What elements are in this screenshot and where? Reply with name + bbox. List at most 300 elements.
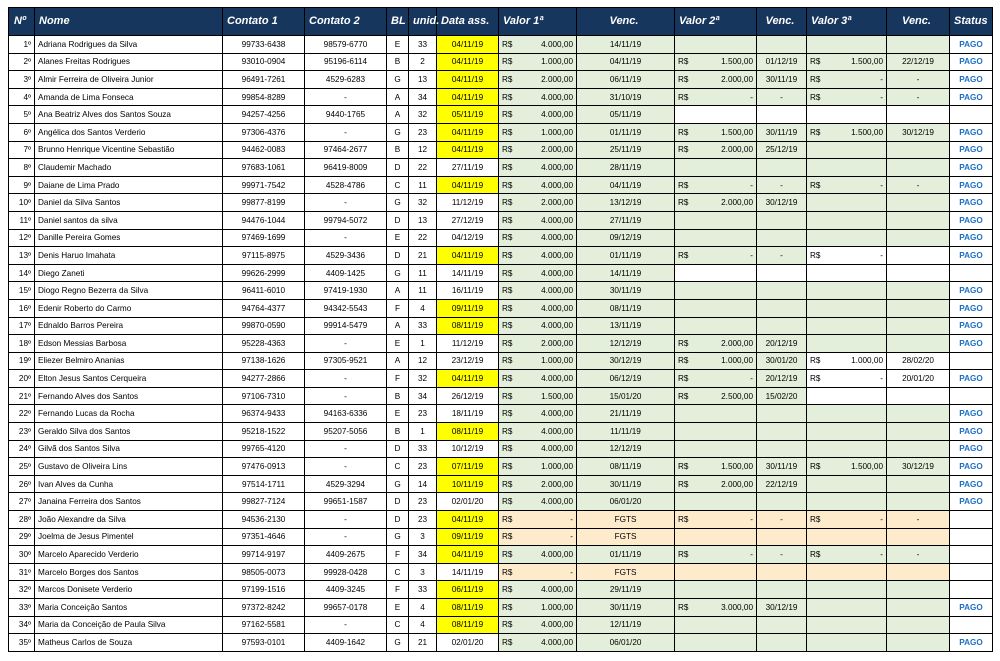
cell-valor3[interactable] [807, 71, 887, 89]
cell-valor1[interactable] [499, 511, 577, 529]
cell-contato2[interactable]: - [305, 616, 387, 634]
cell-status[interactable]: PAGO [950, 194, 993, 212]
header-num[interactable]: Nº [9, 8, 35, 36]
cell-bl[interactable]: C [387, 563, 409, 581]
cell-venc1[interactable]: 06/12/19 [577, 370, 675, 388]
cell-valor1[interactable] [499, 370, 577, 388]
cell-num[interactable]: 9º [9, 176, 35, 194]
cell-contato2[interactable]: - [305, 528, 387, 546]
cell-data-ass[interactable]: 04/11/19 [437, 176, 499, 194]
cell-venc3[interactable] [887, 423, 950, 441]
cell-venc3[interactable] [887, 493, 950, 511]
cell-bl[interactable]: E [387, 229, 409, 247]
cell-num[interactable]: 34º [9, 616, 35, 634]
header-unid[interactable]: unid. [409, 8, 437, 36]
cell-valor2[interactable] [675, 36, 757, 54]
cell-venc2[interactable] [757, 440, 807, 458]
cell-valor2[interactable] [675, 229, 757, 247]
cell-unid[interactable]: 4 [409, 599, 437, 617]
cell-data-ass[interactable]: 08/11/19 [437, 599, 499, 617]
cell-valor3[interactable] [807, 36, 887, 54]
cell-valor3[interactable] [807, 176, 887, 194]
cell-contato2[interactable]: 4409-3245 [305, 581, 387, 599]
cell-venc1[interactable]: 05/11/19 [577, 106, 675, 124]
cell-valor1[interactable] [499, 405, 577, 423]
cell-venc1[interactable]: 06/01/20 [577, 634, 675, 652]
cell-num[interactable]: 31º [9, 563, 35, 581]
cell-num[interactable]: 29º [9, 528, 35, 546]
cell-venc2[interactable] [757, 405, 807, 423]
cell-valor3[interactable] [807, 475, 887, 493]
cell-num[interactable]: 35º [9, 634, 35, 652]
cell-bl[interactable]: A [387, 352, 409, 370]
cell-contato1[interactable]: 94257-4256 [223, 106, 305, 124]
cell-unid[interactable]: 33 [409, 581, 437, 599]
cell-valor3[interactable] [807, 335, 887, 353]
cell-contato1[interactable]: 97351-4646 [223, 528, 305, 546]
cell-nome[interactable]: Brunno Henrique Vicentine Sebastião [35, 141, 223, 159]
cell-data-ass[interactable]: 27/12/19 [437, 211, 499, 229]
cell-valor1[interactable] [499, 36, 577, 54]
cell-bl[interactable]: G [387, 194, 409, 212]
cell-venc3[interactable] [887, 581, 950, 599]
cell-venc3[interactable] [887, 405, 950, 423]
cell-valor2[interactable] [675, 71, 757, 89]
cell-data-ass[interactable]: 10/12/19 [437, 440, 499, 458]
cell-contato2[interactable]: 9440-1765 [305, 106, 387, 124]
cell-venc2[interactable] [757, 282, 807, 300]
cell-valor3[interactable] [807, 370, 887, 388]
cell-venc2[interactable]: - [757, 176, 807, 194]
cell-valor1[interactable] [499, 159, 577, 177]
cell-bl[interactable]: G [387, 264, 409, 282]
cell-bl[interactable]: A [387, 88, 409, 106]
cell-valor2[interactable] [675, 581, 757, 599]
cell-valor1[interactable] [499, 264, 577, 282]
cell-valor1[interactable] [499, 141, 577, 159]
cell-valor3[interactable] [807, 194, 887, 212]
cell-contato2[interactable]: - [305, 370, 387, 388]
cell-unid[interactable]: 11 [409, 264, 437, 282]
cell-valor3[interactable] [807, 387, 887, 405]
cell-status[interactable]: PAGO [950, 493, 993, 511]
cell-venc2[interactable]: - [757, 247, 807, 265]
cell-venc1[interactable]: 01/11/19 [577, 546, 675, 564]
cell-venc1[interactable]: 04/11/19 [577, 176, 675, 194]
cell-valor3[interactable] [807, 405, 887, 423]
header-contato2[interactable]: Contato 2 [305, 8, 387, 36]
cell-contato2[interactable]: 4409-2675 [305, 546, 387, 564]
cell-valor1[interactable] [499, 581, 577, 599]
cell-data-ass[interactable]: 14/11/19 [437, 563, 499, 581]
cell-nome[interactable]: Denis Haruo Imahata [35, 247, 223, 265]
cell-nome[interactable]: Elton Jesus Santos Cerqueira [35, 370, 223, 388]
cell-venc3[interactable] [887, 194, 950, 212]
cell-contato2[interactable]: - [305, 458, 387, 476]
cell-num[interactable]: 26º [9, 475, 35, 493]
cell-unid[interactable]: 32 [409, 370, 437, 388]
cell-unid[interactable]: 21 [409, 634, 437, 652]
cell-num[interactable]: 6º [9, 123, 35, 141]
cell-venc2[interactable] [757, 581, 807, 599]
cell-data-ass[interactable]: 04/11/19 [437, 71, 499, 89]
cell-num[interactable]: 11º [9, 211, 35, 229]
cell-bl[interactable]: G [387, 528, 409, 546]
cell-contato1[interactable]: 99827-7124 [223, 493, 305, 511]
cell-num[interactable]: 32º [9, 581, 35, 599]
cell-valor2[interactable] [675, 458, 757, 476]
cell-bl[interactable]: F [387, 546, 409, 564]
cell-contato2[interactable]: 99651-1587 [305, 493, 387, 511]
cell-unid[interactable]: 1 [409, 423, 437, 441]
cell-venc1[interactable]: 14/11/19 [577, 264, 675, 282]
header-venc1[interactable]: Venc. [577, 8, 675, 36]
cell-valor3[interactable] [807, 528, 887, 546]
cell-contato1[interactable]: 95218-1522 [223, 423, 305, 441]
cell-nome[interactable]: Maria da Conceição de Paula Silva [35, 616, 223, 634]
cell-valor1[interactable] [499, 229, 577, 247]
cell-venc1[interactable]: 01/11/19 [577, 247, 675, 265]
cell-venc3[interactable]: - [887, 88, 950, 106]
cell-venc3[interactable]: - [887, 511, 950, 529]
cell-valor2[interactable] [675, 387, 757, 405]
cell-num[interactable]: 30º [9, 546, 35, 564]
cell-venc3[interactable]: - [887, 71, 950, 89]
cell-bl[interactable]: D [387, 493, 409, 511]
cell-data-ass[interactable]: 09/11/19 [437, 299, 499, 317]
cell-status[interactable]: PAGO [950, 475, 993, 493]
cell-contato1[interactable]: 97476-0913 [223, 458, 305, 476]
cell-nome[interactable]: Janaina Ferreira dos Santos [35, 493, 223, 511]
cell-contato2[interactable]: 97305-9521 [305, 352, 387, 370]
cell-venc2[interactable] [757, 36, 807, 54]
cell-num[interactable]: 18º [9, 335, 35, 353]
cell-data-ass[interactable]: 04/11/19 [437, 141, 499, 159]
cell-nome[interactable]: Maria Conceição Santos [35, 599, 223, 617]
cell-valor1[interactable] [499, 299, 577, 317]
header-status[interactable]: Status [950, 8, 993, 36]
cell-contato1[interactable]: 97469-1699 [223, 229, 305, 247]
cell-venc2[interactable] [757, 106, 807, 124]
cell-unid[interactable]: 33 [409, 317, 437, 335]
cell-valor3[interactable] [807, 53, 887, 71]
cell-nome[interactable]: Fernando Lucas da Rocha [35, 405, 223, 423]
cell-valor2[interactable] [675, 264, 757, 282]
cell-data-ass[interactable]: 02/01/20 [437, 634, 499, 652]
cell-venc3[interactable] [887, 317, 950, 335]
cell-valor1[interactable] [499, 563, 577, 581]
cell-bl[interactable]: B [387, 141, 409, 159]
cell-data-ass[interactable]: 08/11/19 [437, 616, 499, 634]
cell-unid[interactable]: 34 [409, 387, 437, 405]
cell-valor3[interactable] [807, 88, 887, 106]
cell-valor3[interactable] [807, 511, 887, 529]
cell-valor1[interactable] [499, 335, 577, 353]
cell-valor2[interactable] [675, 335, 757, 353]
header-nome[interactable]: Nome [35, 8, 223, 36]
cell-num[interactable]: 1º [9, 36, 35, 54]
cell-contato1[interactable]: 94462-0083 [223, 141, 305, 159]
header-valor1[interactable]: Valor 1ª [499, 8, 577, 36]
cell-valor2[interactable] [675, 370, 757, 388]
cell-venc3[interactable] [887, 106, 950, 124]
cell-contato1[interactable]: 97199-1516 [223, 581, 305, 599]
cell-bl[interactable]: G [387, 71, 409, 89]
cell-contato2[interactable]: - [305, 88, 387, 106]
cell-contato2[interactable]: 94163-6336 [305, 405, 387, 423]
cell-status[interactable]: PAGO [950, 440, 993, 458]
cell-data-ass[interactable]: 08/11/19 [437, 423, 499, 441]
cell-venc2[interactable]: 20/12/19 [757, 370, 807, 388]
cell-contato1[interactable]: 97106-7310 [223, 387, 305, 405]
cell-valor2[interactable] [675, 141, 757, 159]
cell-venc1[interactable]: 11/11/19 [577, 423, 675, 441]
cell-num[interactable]: 20º [9, 370, 35, 388]
cell-valor2[interactable] [675, 247, 757, 265]
cell-contato2[interactable]: 4529-6283 [305, 71, 387, 89]
cell-contato1[interactable]: 99877-8199 [223, 194, 305, 212]
cell-contato2[interactable]: 99794-5072 [305, 211, 387, 229]
cell-data-ass[interactable]: 09/11/19 [437, 528, 499, 546]
cell-contato2[interactable]: 95207-5056 [305, 423, 387, 441]
cell-valor1[interactable] [499, 475, 577, 493]
cell-num[interactable]: 17º [9, 317, 35, 335]
cell-bl[interactable]: A [387, 282, 409, 300]
cell-valor1[interactable] [499, 440, 577, 458]
cell-bl[interactable]: D [387, 247, 409, 265]
cell-venc3[interactable]: 30/12/19 [887, 458, 950, 476]
cell-valor2[interactable] [675, 194, 757, 212]
cell-status[interactable] [950, 546, 993, 564]
cell-status[interactable]: PAGO [950, 317, 993, 335]
cell-data-ass[interactable]: 04/11/19 [437, 370, 499, 388]
cell-venc2[interactable] [757, 634, 807, 652]
cell-valor2[interactable] [675, 299, 757, 317]
cell-num[interactable]: 21º [9, 387, 35, 405]
cell-valor3[interactable] [807, 563, 887, 581]
cell-data-ass[interactable]: 06/11/19 [437, 581, 499, 599]
cell-status[interactable]: PAGO [950, 229, 993, 247]
cell-num[interactable]: 15º [9, 282, 35, 300]
cell-nome[interactable]: Claudemir Machado [35, 159, 223, 177]
cell-valor2[interactable] [675, 106, 757, 124]
cell-num[interactable]: 3º [9, 71, 35, 89]
cell-contato2[interactable]: 98579-6770 [305, 36, 387, 54]
cell-venc1[interactable]: 08/11/19 [577, 299, 675, 317]
cell-valor1[interactable] [499, 71, 577, 89]
cell-bl[interactable]: A [387, 106, 409, 124]
cell-data-ass[interactable]: 04/11/19 [437, 88, 499, 106]
cell-nome[interactable]: Daniel da Silva Santos [35, 194, 223, 212]
cell-bl[interactable]: B [387, 423, 409, 441]
cell-unid[interactable]: 21 [409, 247, 437, 265]
cell-status[interactable]: PAGO [950, 159, 993, 177]
cell-nome[interactable]: Daniel santos da silva [35, 211, 223, 229]
header-valor2[interactable]: Valor 2ª [675, 8, 757, 36]
cell-contato2[interactable]: - [305, 387, 387, 405]
cell-nome[interactable]: Diogo Regno Bezerra da Silva [35, 282, 223, 300]
cell-status[interactable]: PAGO [950, 176, 993, 194]
cell-venc3[interactable] [887, 299, 950, 317]
cell-venc1[interactable]: 01/11/19 [577, 123, 675, 141]
cell-unid[interactable]: 2 [409, 53, 437, 71]
cell-valor1[interactable] [499, 123, 577, 141]
cell-venc3[interactable] [887, 282, 950, 300]
cell-nome[interactable]: Almir Ferreira de Oliveira Junior [35, 71, 223, 89]
cell-unid[interactable]: 3 [409, 563, 437, 581]
cell-venc2[interactable]: 25/12/19 [757, 141, 807, 159]
cell-data-ass[interactable]: 23/12/19 [437, 352, 499, 370]
cell-nome[interactable]: Angélica dos Santos Verderio [35, 123, 223, 141]
cell-bl[interactable]: G [387, 475, 409, 493]
cell-venc2[interactable]: 01/12/19 [757, 53, 807, 71]
cell-venc2[interactable]: 30/11/19 [757, 71, 807, 89]
cell-status[interactable] [950, 264, 993, 282]
cell-valor2[interactable] [675, 511, 757, 529]
cell-status[interactable] [950, 563, 993, 581]
cell-bl[interactable]: D [387, 211, 409, 229]
cell-valor2[interactable] [675, 159, 757, 177]
cell-valor1[interactable] [499, 546, 577, 564]
cell-bl[interactable]: E [387, 599, 409, 617]
cell-venc1[interactable]: 30/11/19 [577, 599, 675, 617]
cell-venc2[interactable] [757, 528, 807, 546]
cell-venc1[interactable]: 28/11/19 [577, 159, 675, 177]
cell-nome[interactable]: Alanes Freitas Rodrigues [35, 53, 223, 71]
cell-venc3[interactable] [887, 563, 950, 581]
header-contato1[interactable]: Contato 1 [223, 8, 305, 36]
cell-valor2[interactable] [675, 599, 757, 617]
cell-valor1[interactable] [499, 528, 577, 546]
cell-valor3[interactable] [807, 282, 887, 300]
cell-venc1[interactable]: FGTS [577, 511, 675, 529]
cell-venc3[interactable] [887, 616, 950, 634]
cell-contato2[interactable]: 4529-3436 [305, 247, 387, 265]
cell-venc1[interactable]: 30/12/19 [577, 352, 675, 370]
cell-valor2[interactable] [675, 282, 757, 300]
cell-valor3[interactable] [807, 546, 887, 564]
cell-valor3[interactable] [807, 352, 887, 370]
cell-venc2[interactable]: 15/02/20 [757, 387, 807, 405]
cell-venc2[interactable]: 30/12/19 [757, 599, 807, 617]
cell-num[interactable]: 19º [9, 352, 35, 370]
cell-valor1[interactable] [499, 423, 577, 441]
cell-bl[interactable]: E [387, 36, 409, 54]
cell-venc1[interactable]: FGTS [577, 528, 675, 546]
cell-contato2[interactable]: - [305, 335, 387, 353]
cell-valor1[interactable] [499, 53, 577, 71]
cell-status[interactable]: PAGO [950, 282, 993, 300]
cell-status[interactable] [950, 616, 993, 634]
cell-contato2[interactable]: 4409-1425 [305, 264, 387, 282]
cell-valor2[interactable] [675, 123, 757, 141]
cell-nome[interactable]: Edson Messias Barbosa [35, 335, 223, 353]
cell-nome[interactable]: Geraldo Silva dos Santos [35, 423, 223, 441]
cell-bl[interactable]: E [387, 335, 409, 353]
cell-bl[interactable]: G [387, 123, 409, 141]
cell-num[interactable]: 14º [9, 264, 35, 282]
cell-unid[interactable]: 22 [409, 159, 437, 177]
cell-status[interactable]: PAGO [950, 299, 993, 317]
cell-venc3[interactable] [887, 599, 950, 617]
cell-status[interactable]: PAGO [950, 599, 993, 617]
cell-nome[interactable]: Ana Beatriz Alves dos Santos Souza [35, 106, 223, 124]
cell-venc3[interactable]: - [887, 176, 950, 194]
cell-valor2[interactable] [675, 423, 757, 441]
cell-num[interactable]: 7º [9, 141, 35, 159]
cell-data-ass[interactable]: 04/11/19 [437, 123, 499, 141]
cell-venc1[interactable]: 27/11/19 [577, 211, 675, 229]
cell-contato1[interactable]: 99714-9197 [223, 546, 305, 564]
cell-contato1[interactable]: 99733-6438 [223, 36, 305, 54]
cell-status[interactable]: PAGO [950, 71, 993, 89]
cell-contato2[interactable]: 99914-5479 [305, 317, 387, 335]
cell-venc3[interactable] [887, 36, 950, 54]
cell-unid[interactable]: 23 [409, 405, 437, 423]
cell-venc2[interactable] [757, 616, 807, 634]
cell-valor2[interactable] [675, 88, 757, 106]
cell-unid[interactable]: 22 [409, 229, 437, 247]
cell-venc2[interactable] [757, 229, 807, 247]
cell-contato1[interactable]: 99854-8289 [223, 88, 305, 106]
cell-num[interactable]: 33º [9, 599, 35, 617]
cell-valor2[interactable] [675, 493, 757, 511]
cell-status[interactable]: PAGO [950, 36, 993, 54]
cell-valor1[interactable] [499, 211, 577, 229]
cell-status[interactable] [950, 528, 993, 546]
cell-data-ass[interactable]: 16/11/19 [437, 282, 499, 300]
cell-num[interactable]: 25º [9, 458, 35, 476]
cell-valor3[interactable] [807, 141, 887, 159]
cell-data-ass[interactable]: 11/12/19 [437, 335, 499, 353]
cell-status[interactable]: PAGO [950, 53, 993, 71]
cell-valor3[interactable] [807, 229, 887, 247]
cell-contato1[interactable]: 97593-0101 [223, 634, 305, 652]
cell-data-ass[interactable]: 10/11/19 [437, 475, 499, 493]
cell-nome[interactable]: Joelma de Jesus Pimentel [35, 528, 223, 546]
cell-status[interactable]: PAGO [950, 370, 993, 388]
cell-valor2[interactable] [675, 176, 757, 194]
cell-venc3[interactable] [887, 634, 950, 652]
cell-contato2[interactable]: 4529-3294 [305, 475, 387, 493]
cell-venc2[interactable] [757, 299, 807, 317]
cell-bl[interactable]: C [387, 616, 409, 634]
cell-venc2[interactable] [757, 211, 807, 229]
cell-contato1[interactable]: 95228-4363 [223, 335, 305, 353]
cell-venc2[interactable]: 22/12/19 [757, 475, 807, 493]
cell-contato1[interactable]: 97372-8242 [223, 599, 305, 617]
cell-contato1[interactable]: 97683-1061 [223, 159, 305, 177]
cell-status[interactable] [950, 511, 993, 529]
cell-status[interactable] [950, 387, 993, 405]
cell-bl[interactable]: C [387, 458, 409, 476]
cell-venc1[interactable]: 30/11/19 [577, 282, 675, 300]
cell-valor3[interactable] [807, 211, 887, 229]
cell-data-ass[interactable]: 04/11/19 [437, 36, 499, 54]
cell-venc2[interactable]: - [757, 511, 807, 529]
cell-contato1[interactable]: 97514-1711 [223, 475, 305, 493]
cell-valor2[interactable] [675, 440, 757, 458]
cell-venc1[interactable]: 06/01/20 [577, 493, 675, 511]
cell-venc1[interactable]: 31/10/19 [577, 88, 675, 106]
cell-contato1[interactable]: 94536-2130 [223, 511, 305, 529]
cell-venc1[interactable]: 13/11/19 [577, 317, 675, 335]
cell-contato2[interactable]: 99928-0428 [305, 563, 387, 581]
cell-venc3[interactable] [887, 475, 950, 493]
cell-data-ass[interactable]: 05/11/19 [437, 106, 499, 124]
cell-venc1[interactable]: 30/11/19 [577, 475, 675, 493]
cell-valor1[interactable] [499, 458, 577, 476]
